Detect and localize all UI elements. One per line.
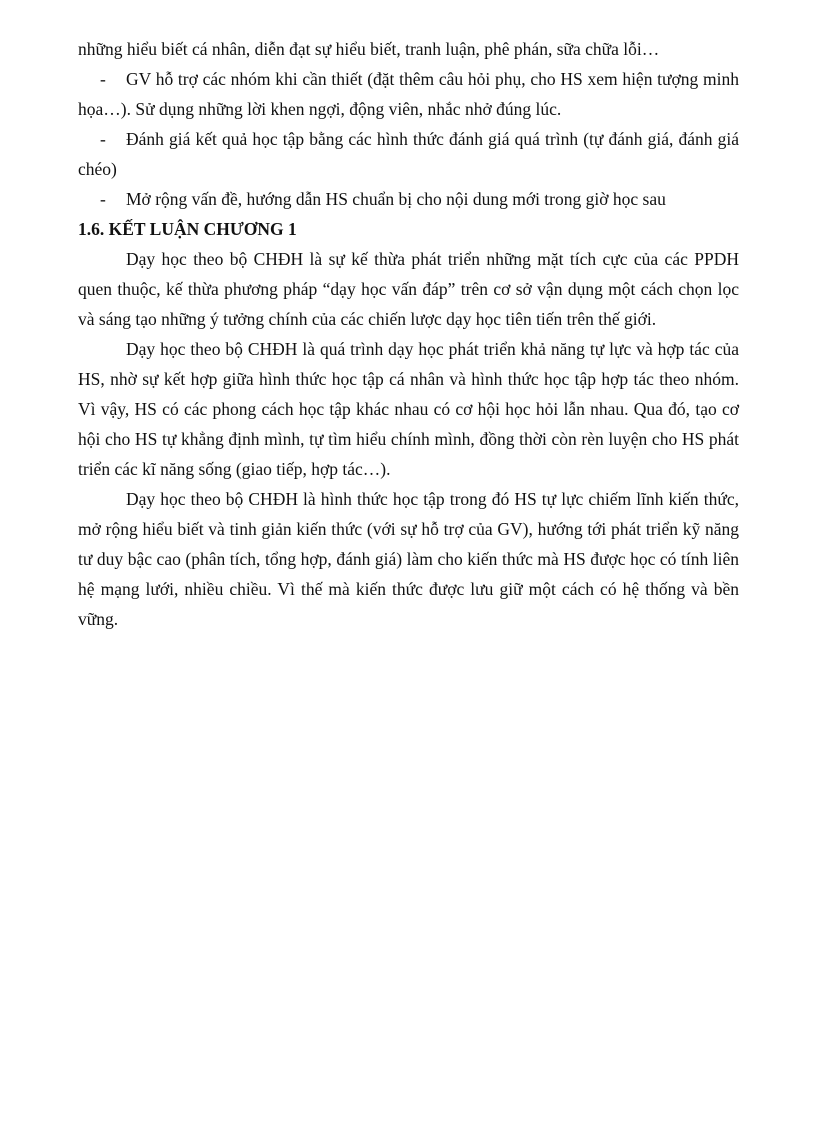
body-paragraph: Dạy học theo bộ CHĐH là sự kế thừa phát triển những mặt tích cực của các PPDH quen thuộc, kế thừa phương pháp “dạy học vấn đáp” trên cơ sở vận dụng một cách chọn lọc và sáng tạo những ý tưởng chính của các chiến lược dạy học tiên tiến trên thế giới.	[78, 249, 739, 329]
body-paragraph: Dạy học theo bộ CHĐH là quá trình dạy học phát triển khả năng tự lực và hợp tác của HS, nhờ sự kết hợp giữa hình thức học tập cá nhân và hình thức học tập hợp tác theo nhóm. Vì vậy, HS có các phong cách học tập khác nhau có cơ hội học hỏi lẫn nhau. Qua đó, tạo cơ hội cho HS tự khẳng định mình, tự tìm hiểu chính mình, đồng thời còn rèn luyện cho HS phát triển các kĩ năng sống (giao tiếp, hợp tác…).	[78, 339, 739, 479]
bullet-item	[78, 184, 739, 214]
bullet-dash: -	[100, 189, 106, 209]
bullet-text: GV hỗ trợ các nhóm khi cần thiết (đặt thêm câu hỏi phụ, cho HS xem hiện tượng minh họa…). Sử dụng những lời khen ngợi, động viên, nhắc nhở đúng lúc.	[78, 69, 739, 119]
bullet-item	[78, 124, 739, 184]
bullet-text: Đánh giá kết quả học tập bằng các hình thức đánh giá quá trình (tự đánh giá, đánh giá chéo)	[78, 129, 739, 179]
bullet-text: Mở rộng vấn đề, hướng dẫn HS chuẩn bị cho nội dung mới trong giờ học sau	[126, 189, 666, 209]
bullet-dash: -	[100, 129, 106, 149]
continuation-line: những hiểu biết cá nhân, diễn đạt sự hiểu biết, tranh luận, phê phán, sữa chữa lỗi…	[78, 39, 660, 59]
section-heading: 1.6. KẾT LUẬN CHƯƠNG 1	[78, 219, 297, 239]
body-paragraph: Dạy học theo bộ CHĐH là hình thức học tập trong đó HS tự lực chiếm lĩnh kiến thức, mở rộng hiểu biết và tinh giản kiến thức (với sự hỗ trợ của GV), hướng tới phát triển kỹ năng tư duy bậc cao (phân tích, tổng hợp, đánh giá) làm cho kiến thức mà HS được học có tính liên hệ mạng lưới, nhiều chiều. Vì thế mà kiến thức được lưu giữ một cách có hệ thống và bền vững.	[78, 489, 739, 629]
bullet-dash: -	[100, 69, 106, 89]
bullet-item	[78, 64, 739, 124]
document-page	[78, 34, 739, 634]
